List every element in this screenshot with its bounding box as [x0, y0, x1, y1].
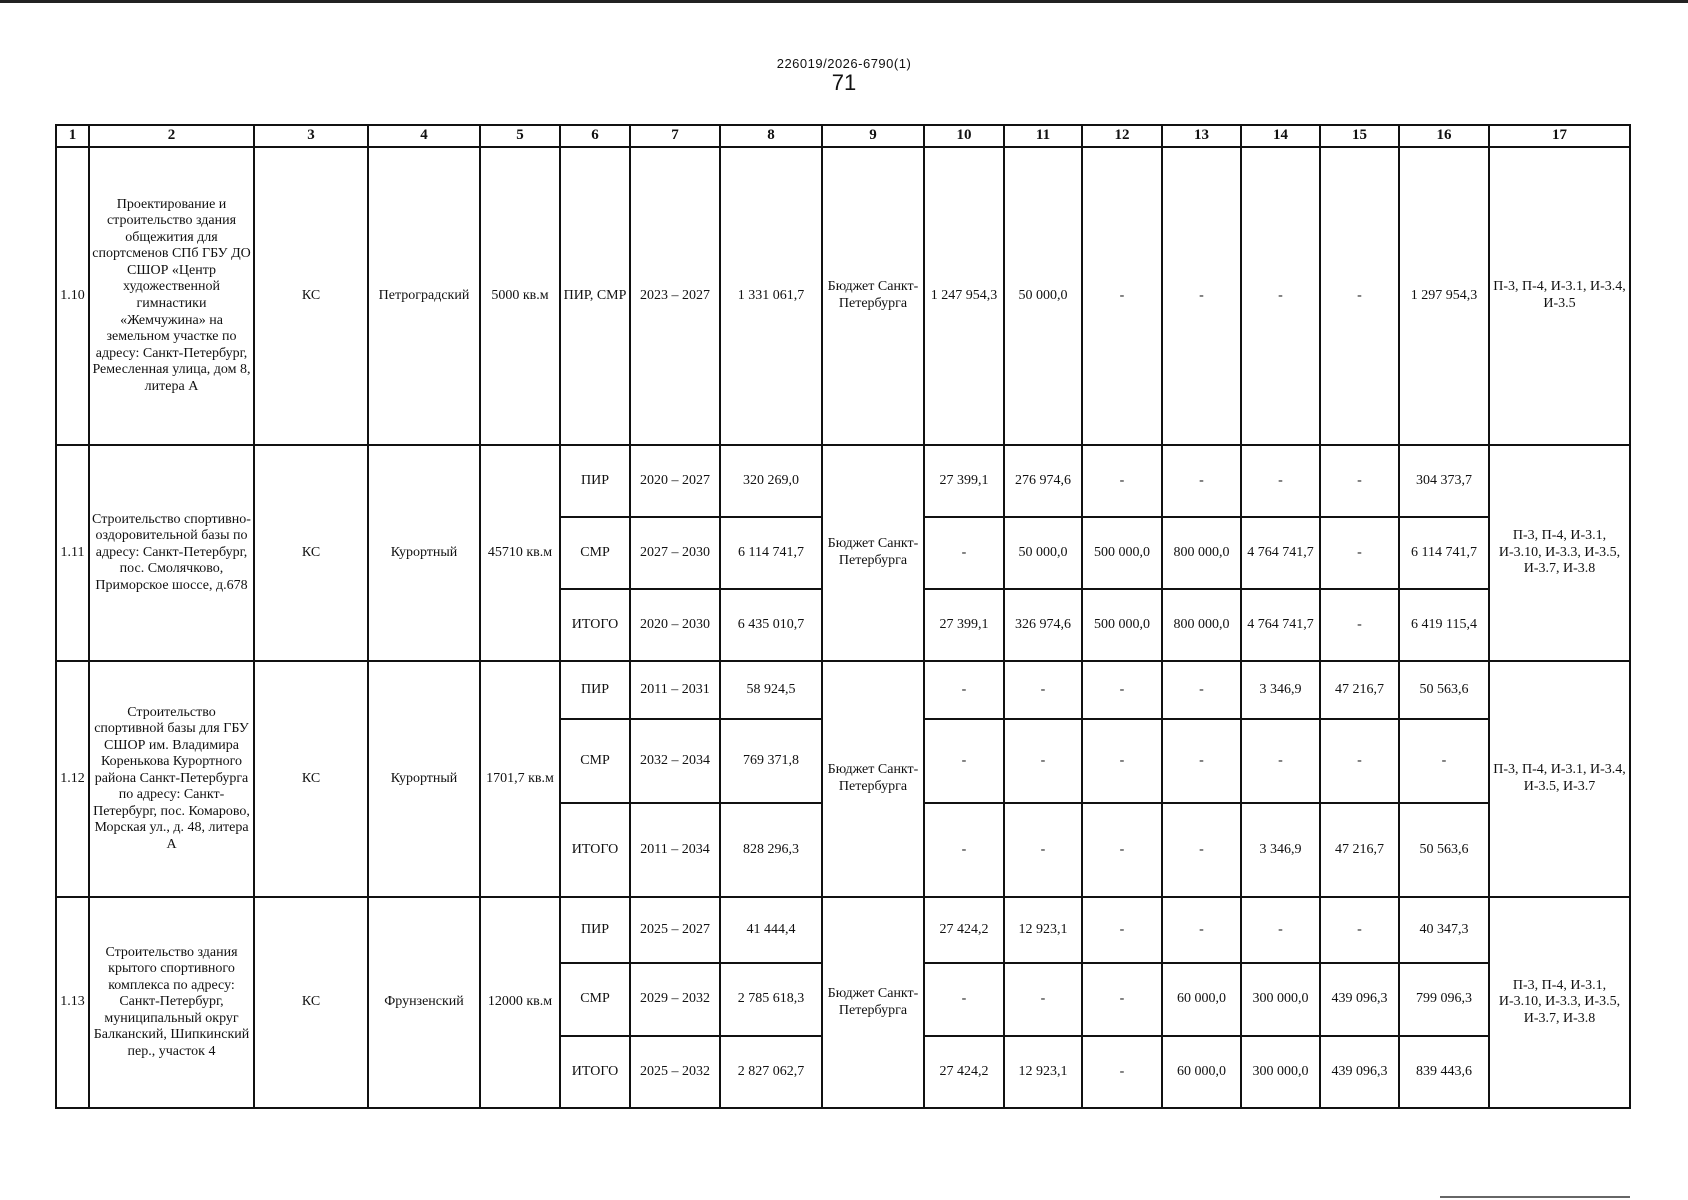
total-cost: 828 296,3 — [720, 803, 822, 897]
value-col11: 12 923,1 — [1004, 1036, 1082, 1108]
row-number: 1.10 — [56, 147, 89, 445]
total-cost: 1 331 061,7 — [720, 147, 822, 445]
value-col10: 1 247 954,3 — [924, 147, 1004, 445]
object-type: КС — [254, 897, 368, 1108]
value-col14: - — [1241, 445, 1320, 517]
capacity: 45710 кв.м — [480, 445, 560, 661]
total-cost: 41 444,4 — [720, 897, 822, 963]
total-cost: 2 827 062,7 — [720, 1036, 822, 1108]
column-header: 16 — [1399, 125, 1489, 147]
column-header: 14 — [1241, 125, 1320, 147]
column-header: 2 — [89, 125, 254, 147]
period: 2011 – 2031 — [630, 661, 720, 719]
value-col14: 4 764 741,7 — [1241, 517, 1320, 589]
value-col11: 276 974,6 — [1004, 445, 1082, 517]
object-description: Строительство спортивно-оздоровительной базы по адресу: Санкт-Петербург, пос. Смолячково, Приморское шоссе, д.678 — [89, 445, 254, 661]
value-col10: 27 424,2 — [924, 897, 1004, 963]
value-col15: - — [1320, 897, 1399, 963]
value-col16: 799 096,3 — [1399, 963, 1489, 1036]
object-type: КС — [254, 661, 368, 897]
capacity: 5000 кв.м — [480, 147, 560, 445]
stage: ПИР — [560, 897, 630, 963]
value-col11: 12 923,1 — [1004, 897, 1082, 963]
value-col13: 60 000,0 — [1162, 1036, 1241, 1108]
funding-source: Бюджет Санкт-Петербурга — [822, 897, 924, 1108]
value-col14: 3 346,9 — [1241, 661, 1320, 719]
column-header: 11 — [1004, 125, 1082, 147]
value-col16: 50 563,6 — [1399, 803, 1489, 897]
column-header: 7 — [630, 125, 720, 147]
value-col13: - — [1162, 661, 1241, 719]
row-number: 1.12 — [56, 661, 89, 897]
value-col12: 500 000,0 — [1082, 517, 1162, 589]
table-row — [56, 147, 1630, 445]
period: 2027 – 2030 — [630, 517, 720, 589]
funding-source: Бюджет Санкт-Петербурга — [822, 661, 924, 897]
capacity: 12000 кв.м — [480, 897, 560, 1108]
column-header: 5 — [480, 125, 560, 147]
value-col15: 439 096,3 — [1320, 1036, 1399, 1108]
value-col15: - — [1320, 517, 1399, 589]
value-col16: 839 443,6 — [1399, 1036, 1489, 1108]
value-col15: 439 096,3 — [1320, 963, 1399, 1036]
value-col14: 300 000,0 — [1241, 963, 1320, 1036]
object-type: КС — [254, 147, 368, 445]
value-col14: - — [1241, 147, 1320, 445]
stage: ИТОГО — [560, 803, 630, 897]
value-col12: - — [1082, 445, 1162, 517]
object-description: Строительство спортивной базы для ГБУ СШОР им. Владимира Коренькова Курортного района Санкт-Петербурга по адресу: Санкт-Петербург, пос. Комарово, Морская ул., д. 48, литера А — [89, 661, 254, 897]
value-col10: - — [924, 719, 1004, 803]
value-col16: 6 419 115,4 — [1399, 589, 1489, 661]
column-header: 15 — [1320, 125, 1399, 147]
value-col14: - — [1241, 897, 1320, 963]
column-header: 4 — [368, 125, 480, 147]
funding-source: Бюджет Санкт-Петербурга — [822, 147, 924, 445]
total-cost: 58 924,5 — [720, 661, 822, 719]
funding-source: Бюджет Санкт-Петербурга — [822, 445, 924, 661]
value-col13: - — [1162, 897, 1241, 963]
district: Курортный — [368, 445, 480, 661]
row-number: 1.11 — [56, 445, 89, 661]
value-col13: - — [1162, 445, 1241, 517]
district: Курортный — [368, 661, 480, 897]
column-number-row — [56, 125, 1630, 147]
value-col14: 3 346,9 — [1241, 803, 1320, 897]
value-col11: - — [1004, 963, 1082, 1036]
period: 2025 – 2032 — [630, 1036, 720, 1108]
value-col16: 6 114 741,7 — [1399, 517, 1489, 589]
period: 2020 – 2027 — [630, 445, 720, 517]
column-header: 8 — [720, 125, 822, 147]
scan-border-line — [1440, 1196, 1630, 1198]
object-type: КС — [254, 445, 368, 661]
document-id: 226019/2026-6790(1) — [776, 56, 912, 71]
column-header: 12 — [1082, 125, 1162, 147]
value-col14: 300 000,0 — [1241, 1036, 1320, 1108]
value-col16: 304 373,7 — [1399, 445, 1489, 517]
row-number: 1.13 — [56, 897, 89, 1108]
column-header: 6 — [560, 125, 630, 147]
value-col15: - — [1320, 589, 1399, 661]
scan-border-line — [0, 0, 1688, 3]
value-col11: - — [1004, 803, 1082, 897]
value-col11: - — [1004, 661, 1082, 719]
indicator-codes: П-3, П-4, И-3.1, И-3.4, И-3.5 — [1489, 147, 1630, 445]
value-col14: - — [1241, 719, 1320, 803]
value-col11: 50 000,0 — [1004, 517, 1082, 589]
value-col12: - — [1082, 661, 1162, 719]
period: 2032 – 2034 — [630, 719, 720, 803]
value-col11: - — [1004, 719, 1082, 803]
table-row — [56, 445, 1630, 517]
table-row — [56, 897, 1630, 963]
stage: ПИР — [560, 445, 630, 517]
period: 2025 – 2027 — [630, 897, 720, 963]
value-col11: 326 974,6 — [1004, 589, 1082, 661]
total-cost: 320 269,0 — [720, 445, 822, 517]
value-col13: 800 000,0 — [1162, 589, 1241, 661]
value-col13: - — [1162, 803, 1241, 897]
value-col15: - — [1320, 445, 1399, 517]
district: Петроградский — [368, 147, 480, 445]
column-header: 17 — [1489, 125, 1630, 147]
stage: ИТОГО — [560, 1036, 630, 1108]
period: 2011 – 2034 — [630, 803, 720, 897]
value-col10: - — [924, 803, 1004, 897]
value-col11: 50 000,0 — [1004, 147, 1082, 445]
value-col13: - — [1162, 719, 1241, 803]
value-col15: 47 216,7 — [1320, 803, 1399, 897]
value-col15: - — [1320, 719, 1399, 803]
column-header: 9 — [822, 125, 924, 147]
district: Фрунзенский — [368, 897, 480, 1108]
period: 2029 – 2032 — [630, 963, 720, 1036]
value-col10: - — [924, 661, 1004, 719]
value-col12: - — [1082, 803, 1162, 897]
stage: ИТОГО — [560, 589, 630, 661]
stage: СМР — [560, 719, 630, 803]
value-col16: 1 297 954,3 — [1399, 147, 1489, 445]
total-cost: 769 371,8 — [720, 719, 822, 803]
total-cost: 2 785 618,3 — [720, 963, 822, 1036]
period: 2023 – 2027 — [630, 147, 720, 445]
value-col10: 27 399,1 — [924, 589, 1004, 661]
value-col15: - — [1320, 147, 1399, 445]
value-col13: 800 000,0 — [1162, 517, 1241, 589]
total-cost: 6 435 010,7 — [720, 589, 822, 661]
column-header: 13 — [1162, 125, 1241, 147]
value-col10: - — [924, 517, 1004, 589]
value-col12: - — [1082, 963, 1162, 1036]
value-col13: - — [1162, 147, 1241, 445]
program-table — [55, 124, 1631, 1109]
column-header: 3 — [254, 125, 368, 147]
value-col10: 27 424,2 — [924, 1036, 1004, 1108]
value-col15: 47 216,7 — [1320, 661, 1399, 719]
indicator-codes: П-3, П-4, И-3.1, И-3.10, И-3.3, И-3.5, И-3.7, И-3.8 — [1489, 897, 1630, 1108]
column-header: 1 — [56, 125, 89, 147]
value-col14: 4 764 741,7 — [1241, 589, 1320, 661]
stage: СМР — [560, 517, 630, 589]
column-header: 10 — [924, 125, 1004, 147]
value-col16: 40 347,3 — [1399, 897, 1489, 963]
total-cost: 6 114 741,7 — [720, 517, 822, 589]
page-number: 71 — [831, 70, 857, 95]
value-col12: 500 000,0 — [1082, 589, 1162, 661]
capacity: 1701,7 кв.м — [480, 661, 560, 897]
value-col12: - — [1082, 897, 1162, 963]
value-col10: - — [924, 963, 1004, 1036]
period: 2020 – 2030 — [630, 589, 720, 661]
value-col16: - — [1399, 719, 1489, 803]
object-description: Строительство здания крытого спортивного комплекса по адресу: Санкт-Петербург, муниципальный округ Балканский, Шипкинский пер., участок 4 — [89, 897, 254, 1108]
value-col10: 27 399,1 — [924, 445, 1004, 517]
value-col16: 50 563,6 — [1399, 661, 1489, 719]
value-col12: - — [1082, 147, 1162, 445]
indicator-codes: П-3, П-4, И-3.1, И-3.10, И-3.3, И-3.5, И-3.7, И-3.8 — [1489, 445, 1630, 661]
table-row — [56, 661, 1630, 719]
value-col13: 60 000,0 — [1162, 963, 1241, 1036]
stage: ПИР — [560, 661, 630, 719]
object-description: Проектирование и строительство здания общежития для спортсменов СПб ГБУ ДО СШОР «Центр художественной гимнастики «Жемчужина» на земельном участке по адресу: Санкт-Петербург, Ремесленная улица, дом 8, литера А — [89, 147, 254, 445]
indicator-codes: П-3, П-4, И-3.1, И-3.4, И-3.5, И-3.7 — [1489, 661, 1630, 897]
value-col12: - — [1082, 1036, 1162, 1108]
stage: ПИР, СМР — [560, 147, 630, 445]
stage: СМР — [560, 963, 630, 1036]
value-col12: - — [1082, 719, 1162, 803]
